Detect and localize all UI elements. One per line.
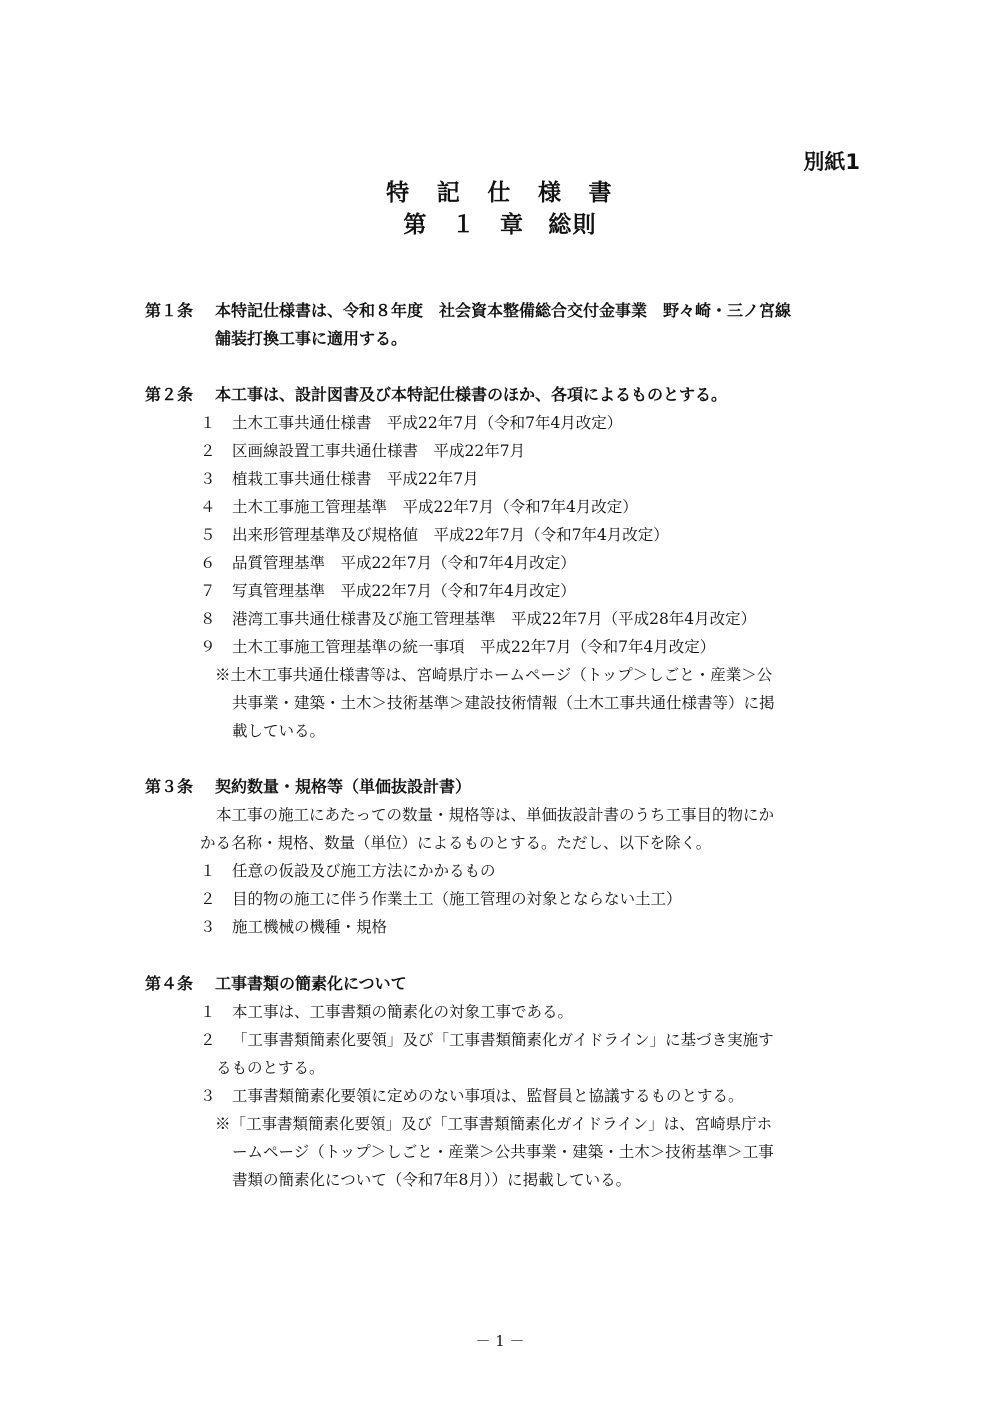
list-item-continuation: るものとする。 xyxy=(216,1059,325,1077)
list-item: ７ 写真管理基準 平成22年7月（令和7年4月改定） xyxy=(200,582,576,600)
article-1-number: 第１条 xyxy=(145,301,194,320)
article-2-text: 本工事は、設計図書及び本特記仕様書のほか、各項によるものとする。 xyxy=(215,385,728,404)
chapter-title: 第 １ 章 総則 xyxy=(403,212,597,238)
article-2-number: 第２条 xyxy=(145,385,194,404)
article-2-note-line: ※土木工事共通仕様書等は、宮崎県庁ホームページ（トップ＞しごと・産業＞公 xyxy=(215,666,773,684)
article-1-continuation: 舗装打換工事に適用する。 xyxy=(215,329,408,348)
article-4-note-line: 書類の簡素化について（令和7年8月））に掲載している。 xyxy=(232,1171,632,1189)
article-3-paragraph-line: かる名称・規格、数量（単位）によるものとする。ただし、以下を除く。 xyxy=(200,834,712,852)
article-3-text: 契約数量・規格等（単価抜設計書） xyxy=(215,777,472,796)
list-item: ３ 工事書類簡素化要領に定めのない事項は、監督員と協議するものとする。 xyxy=(200,1087,744,1105)
list-item: ２ 「工事書類簡素化要領」及び「工事書類簡素化ガイドライン」に基づき実施す xyxy=(200,1031,774,1049)
list-item: １ 土木工事共通仕様書 平成22年7月（令和7年4月改定） xyxy=(200,414,623,432)
list-item: ４ 土木工事施工管理基準 平成22年7月（令和7年4月改定） xyxy=(200,498,638,516)
list-item: ２ 目的物の施工に伴う作業土工（施工管理の対象とならない土工） xyxy=(200,890,682,908)
article-3-paragraph-line: 本工事の施工にあたっての数量・規格等は、単価抜設計書のうち工事目的物にか xyxy=(216,806,775,824)
article-1-heading xyxy=(145,297,865,325)
article-4-note-line: ※「工事書類簡素化要領」及び「工事書類簡素化ガイドライン」は、宮崎県庁ホ xyxy=(215,1115,773,1133)
list-item: ８ 港湾工事共通仕様書及び施工管理基準 平成22年7月（平成28年4月改定） xyxy=(200,610,757,628)
article-3-number: 第３条 xyxy=(145,777,194,796)
article-4-heading xyxy=(145,970,865,998)
article-3-heading xyxy=(145,773,865,801)
article-2-note-line: 共事業・建築・土木＞技術基準＞建設技術情報（土木工事共通仕様書等）に掲 xyxy=(232,694,775,712)
list-item: １ 任意の仮設及び施工方法にかかるもの xyxy=(200,862,496,880)
article-2-note-line: 載している。 xyxy=(232,722,326,740)
list-item: ９ 土木工事施工管理基準の統一事項 平成22年7月（令和7年4月改定） xyxy=(200,638,716,656)
article-1-text: 本特記仕様書は、令和８年度 社会資本整備総合交付金事業 野々崎・三ノ宮線 xyxy=(215,301,792,320)
article-4-text: 工事書類の簡素化について xyxy=(215,974,407,993)
list-item: ２ 区画線設置工事共通仕様書 平成22年7月 xyxy=(200,442,526,460)
annex-label: 別紙1 xyxy=(803,150,860,174)
list-item: ６ 品質管理基準 平成22年7月（令和7年4月改定） xyxy=(200,554,576,572)
list-item: １ 本工事は、工事書類の簡素化の対象工事である。 xyxy=(200,1003,574,1021)
list-item: ５ 出来形管理基準及び規格値 平成22年7月（令和7年4月改定） xyxy=(200,526,669,544)
list-item: ３ 施工機械の機種・規格 xyxy=(200,918,388,936)
document-title: 特 記 仕 様 書 xyxy=(386,180,614,206)
page-number: － 1 － xyxy=(475,1332,525,1350)
article-4-note-line: ームページ（トップ＞しごと・産業＞公共事業・建築・土木＞技術基準＞工事 xyxy=(232,1143,774,1161)
list-item: ３ 植栽工事共通仕様書 平成22年7月 xyxy=(200,470,479,488)
article-2-heading xyxy=(145,381,865,409)
article-4-number: 第４条 xyxy=(145,974,194,993)
